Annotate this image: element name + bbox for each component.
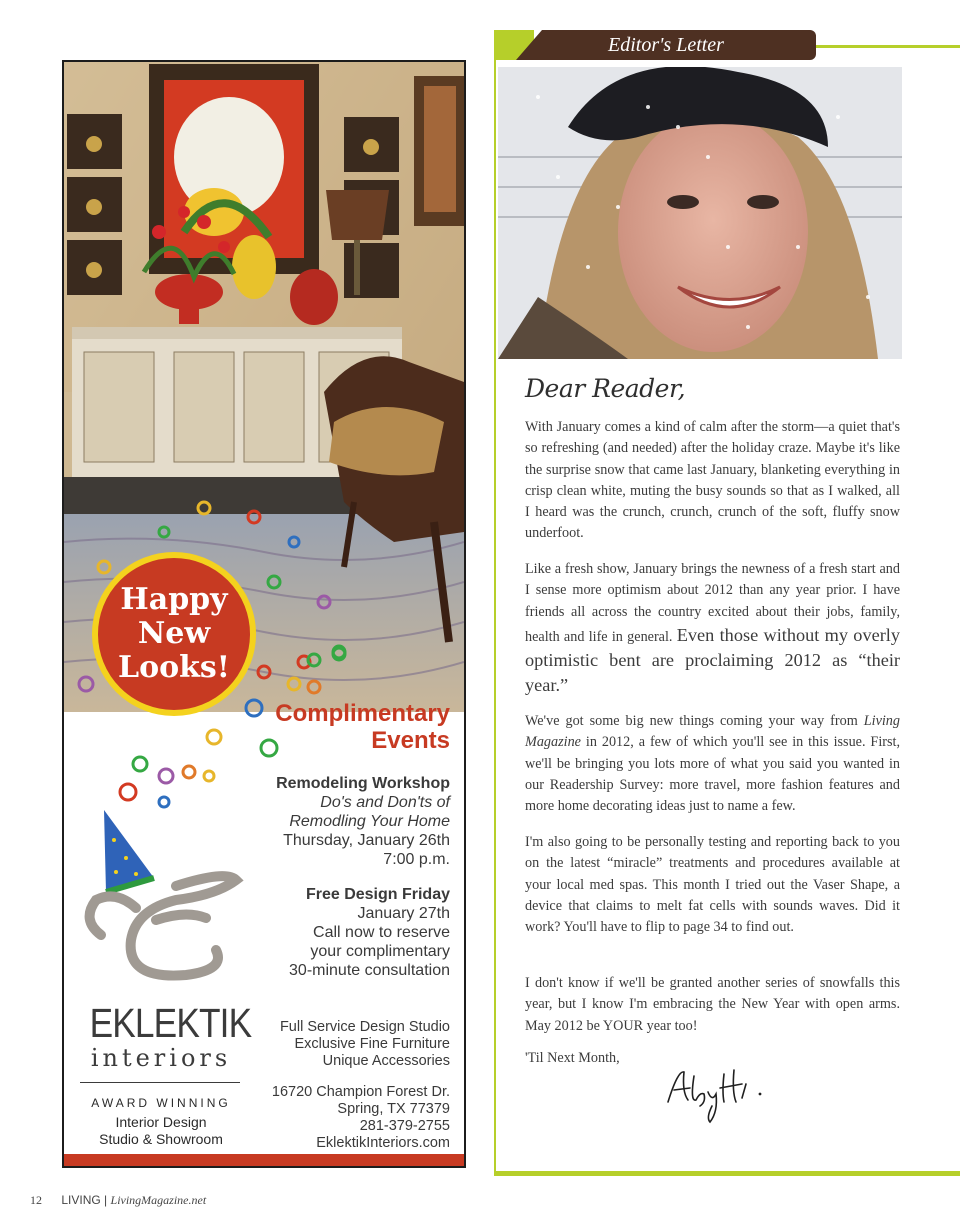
footer-site-link[interactable]: LivingMagazine.net bbox=[110, 1193, 207, 1207]
logo-divider bbox=[80, 1082, 240, 1083]
workshop-date: Thursday, January 26th bbox=[283, 832, 450, 849]
letter-paragraph bbox=[525, 711, 900, 817]
pull-quote-text: Even those without my overly optimistic bent are proclaiming 2012 as “their year.” bbox=[525, 624, 901, 696]
letter-paragraph: With January comes a kind of calm after the storm—a quiet that's so refreshing (and needed) after the holiday craze. Maybe it's like the surprise snow that came last January, blanketing everything in crisp clean white, muting the busy sounds so that as I walked, all I heard was the crunch, crunch, crunch of the soft, fluffy snow underfoot. bbox=[525, 419, 900, 542]
address-street: 16720 Champion Forest Dr. bbox=[271, 1084, 450, 1100]
workshop-title: Remodeling Workshop bbox=[276, 775, 450, 792]
letter-paragraph bbox=[525, 559, 900, 699]
service-item: Full Service Design Studio bbox=[279, 1019, 450, 1035]
service-item: Unique Accessories bbox=[322, 1053, 450, 1069]
page-footer bbox=[30, 1193, 206, 1208]
website: EklektikInteriors.com bbox=[316, 1135, 450, 1151]
letter-greeting: Dear Reader, bbox=[525, 374, 686, 403]
section-label: Editor's Letter bbox=[608, 34, 724, 56]
design-friday-title: Free Design Friday bbox=[305, 886, 450, 903]
header-rule bbox=[816, 45, 960, 48]
footer-section: LIVING bbox=[61, 1193, 101, 1207]
logo-subname: interiors bbox=[90, 1044, 232, 1072]
studio-text: Interior Design bbox=[115, 1114, 207, 1130]
design-friday-text: Call now to reserve bbox=[313, 924, 450, 941]
magazine-name: Living Magazine bbox=[525, 713, 900, 751]
editor-signature bbox=[660, 1062, 770, 1126]
footer-separator: | bbox=[104, 1193, 108, 1207]
paragraph-text: Like a fresh show, January brings the newness of a fresh start and I sense more optimism about 2012 than any year prior. I have friends all across the country excited about their jobs, family, health and life in general. bbox=[525, 561, 900, 645]
design-friday-date: January 27th bbox=[357, 905, 450, 922]
workshop-subtitle: Remodling Your Home bbox=[289, 813, 450, 830]
service-item: Exclusive Fine Furniture bbox=[294, 1036, 450, 1052]
design-friday-text: your complimentary bbox=[310, 943, 450, 960]
page-number: 12 bbox=[30, 1193, 42, 1207]
studio-text: Studio & Showroom bbox=[99, 1131, 223, 1147]
workshop-subtitle: Do's and Don'ts of bbox=[320, 794, 450, 811]
letter-paragraph: I don't know if we'll be granted another series of snowfalls this year, but I know I'm embracing the New Year with open arms. May 2012 be YOUR year too! bbox=[525, 975, 900, 1034]
events-heading: Events bbox=[371, 727, 450, 754]
editor-portrait-photo bbox=[498, 67, 902, 359]
eklektik-advertisement bbox=[62, 60, 466, 1168]
paragraph-text: We've got some big new things coming your way from bbox=[525, 713, 858, 729]
address-city: Spring, TX 77379 bbox=[337, 1101, 450, 1117]
ad-bottom-bar bbox=[64, 1154, 464, 1166]
eklektik-logo-mark bbox=[76, 800, 246, 1000]
letter-signoff: 'Til Next Month, bbox=[525, 1050, 620, 1066]
logo-name: EKLEKTIK bbox=[89, 1000, 252, 1046]
design-friday-text: 30-minute consultation bbox=[289, 962, 450, 979]
paragraph-text: in 2012, a few of which you'll see in this issue. First, we'll be bringing you lots more of what you said you wanted in our Readership Survey: more travel, more fashion features and more home decorating ideas just to name a few. bbox=[525, 734, 901, 815]
workshop-time: 7:00 p.m. bbox=[383, 851, 450, 868]
badge-text: Happy New Looks! bbox=[118, 582, 230, 685]
events-heading: Complimentary bbox=[275, 700, 450, 727]
letter-paragraph: I'm also going to be personally testing and reporting back to you on the latest “miracle” treatments and procedures available at your local med spas. This month I tried out the Vaser Shape, a device that claims to melt fat cells with sounds waves. Did it work? You'll have to flip to page 34 to find out. bbox=[525, 834, 900, 936]
award-text: AWARD WINNING bbox=[91, 1096, 231, 1110]
phone-number: 281-379-2755 bbox=[359, 1118, 450, 1134]
